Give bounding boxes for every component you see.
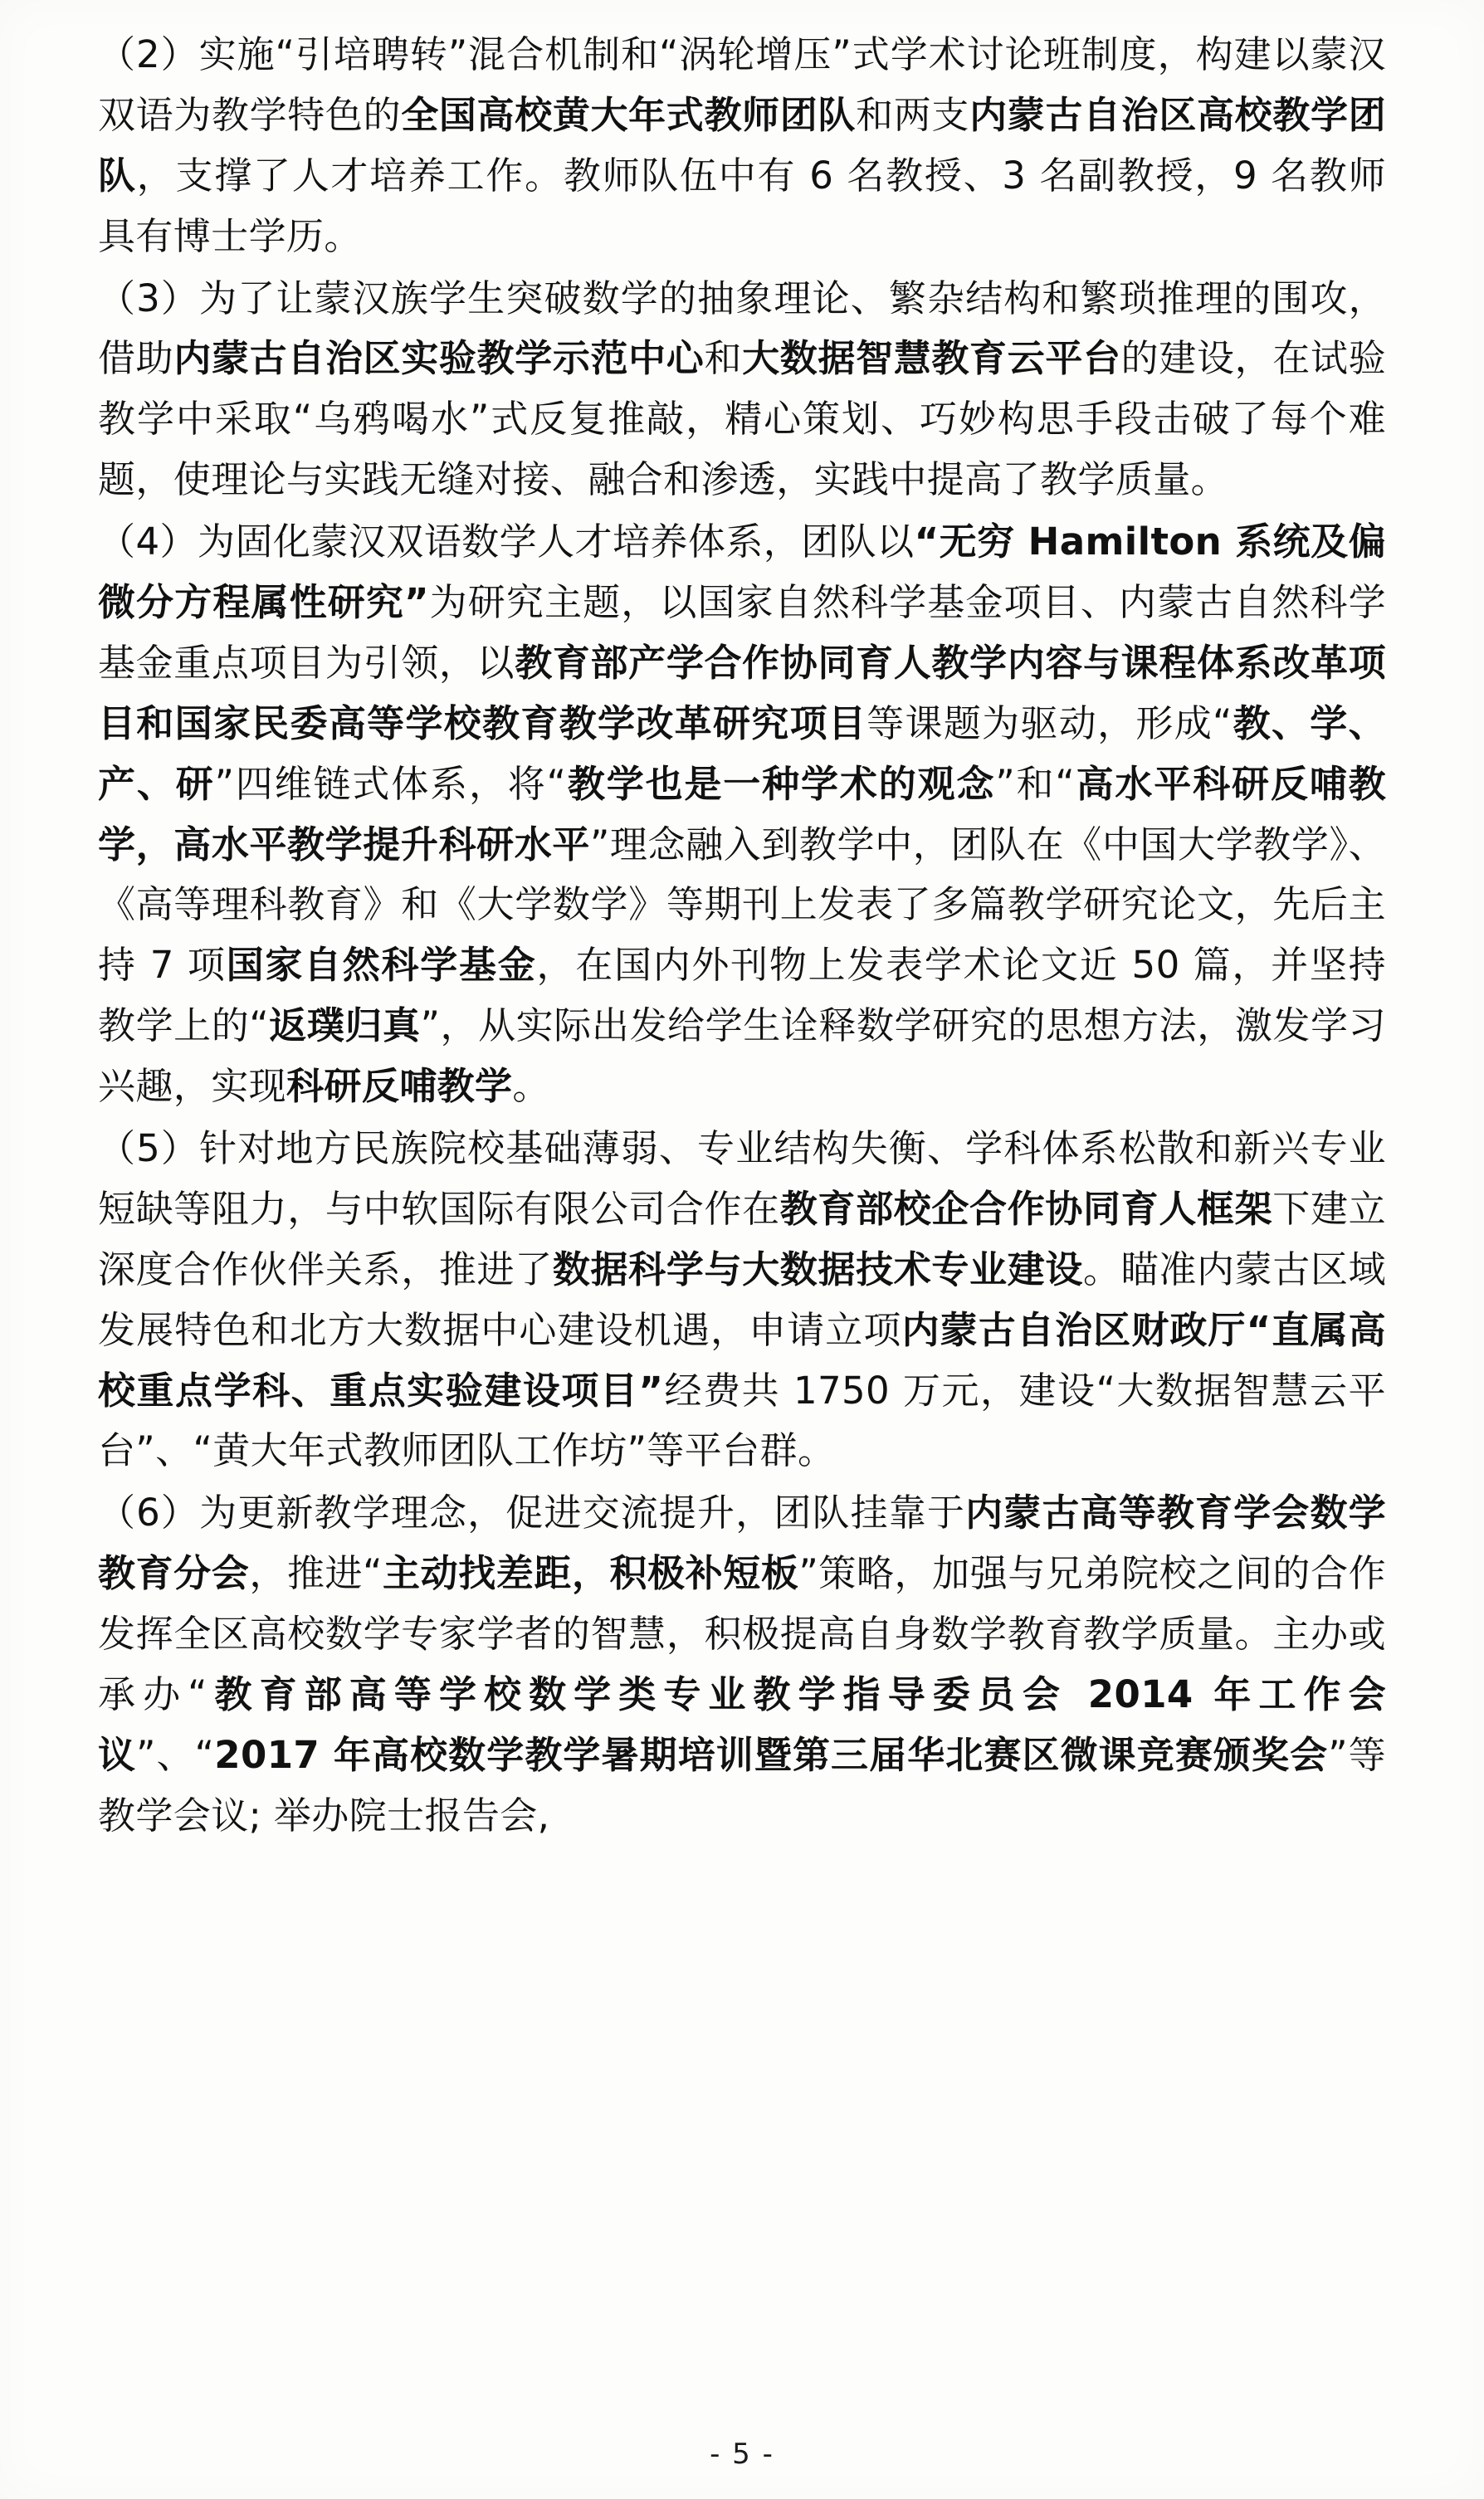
- para-4-run-1: “无穷 Hamilton 系统及偏微分方程属性研究”: [98, 520, 1386, 625]
- para-6-run-1: 内蒙古高等教育学会数学教育分会: [98, 1491, 1386, 1596]
- para-4-run-7: 教学也是一种学术的观念: [566, 761, 996, 806]
- para-6-run-3: 主动找差距，积极补短板: [382, 1551, 799, 1596]
- para-4-run-8: ”和“: [995, 761, 1076, 806]
- para-5-run-3: 数据科学与大数据技术专业建设: [552, 1247, 1084, 1291]
- para-2-run-0: （2）实施“引培聘转”混合机制和“涡轮增压”式学术讨论班制度，构建以蒙汉双语为教学特色的: [98, 32, 1386, 137]
- para-5-run-0: （5）针对地方民族院校基础薄弱、专业结构失衡、学科体系松散和新兴专业短缺等阻力，与中软国际有限公司合作在: [98, 1126, 1386, 1231]
- para-6-run-6: ”、“: [136, 1732, 215, 1777]
- para-6-run-2: ，推进“: [249, 1551, 383, 1596]
- para-3: [98, 269, 1386, 511]
- para-4-run-9: 高水平科研反哺教学，高水平教学提升科研水平: [98, 761, 1387, 866]
- para-3-run-0: （3）为了让蒙汉族学生突破数学的抽象理论、繁杂结构和繁琐推理的围攻，借助: [98, 276, 1386, 381]
- para-3-run-4: 的建设，在试验教学中采取“乌鸦喝水”式反复推敲，精心策划、巧妙构思手段击破了每个难题，使理论与实践无缝对接、融合和渗透，实践中提高了教学质量。: [98, 336, 1386, 502]
- para-5-run-5: 内蒙古自治区财政厅“直属高校重点学科、重点实验建设项目”: [98, 1307, 1386, 1413]
- para-2-run-3: 内蒙古自治区高校教学团队: [98, 92, 1387, 198]
- para-2: [98, 25, 1386, 267]
- para-4: [98, 512, 1386, 1117]
- para-3-run-1: 内蒙古自治区实验教学示范中心: [173, 336, 705, 381]
- para-4-run-5: 教、学、产、研: [98, 700, 1386, 806]
- page-number: - 5 -: [710, 2438, 774, 2471]
- para-2-run-2: 和两支: [856, 92, 970, 137]
- para-6-run-7: 2017 年高校数学教学暑期培训暨第三届华北赛区微课竞赛颁奖会: [214, 1732, 1329, 1777]
- para-3-run-2: 和: [704, 336, 743, 381]
- para-6-run-8: ”等教学会议; 举办院士报告会,: [98, 1732, 1386, 1838]
- para-4-run-15: 科研反哺教学: [286, 1064, 513, 1109]
- para-3-run-3: 大数据智慧教育云平台: [742, 336, 1121, 381]
- para-6-run-5: 教育部高等学校数学类专业教学指导委员会 2014 年工作会议: [98, 1672, 1386, 1777]
- para-4-run-11: 国家自然科学基金: [226, 943, 537, 988]
- para-4-run-6: ”四维链式体系，将“: [214, 761, 567, 806]
- para-5-run-1: 教育部校企合作协同育人框架: [779, 1186, 1273, 1231]
- document-body: [98, 25, 1386, 1847]
- para-5-run-2: 下建立深度合作伙伴关系，推进了: [98, 1186, 1387, 1291]
- para-2-run-1: 全国高校黄大年式教师团队: [401, 92, 857, 137]
- para-4-run-14: ”，从实际出发给学生诠释数学研究的思想方法，激发学习兴趣，实现: [98, 1003, 1386, 1109]
- para-4-run-10: ”理念融入到教学中，团队在《中国大学教学》、《高等理科教育》和《大学数学》等期刊上发表了多篇教学研究论文，先后主持 7 项: [98, 822, 1386, 988]
- para-6-run-4: ”策略，加强与兄弟院校之间的合作发挥全区高校数学专家学者的智慧，积极提高自身数学教育教学质量。主办或承办“: [98, 1551, 1386, 1717]
- para-4-run-12: ，在国内外刊物上发表学术论文近 50 篇，并坚持教学上的“: [98, 943, 1386, 1048]
- para-4-run-4: 等课题为驱动，形成“: [866, 700, 1233, 745]
- para-4-run-2: 为研究主题，以国家自然科学基金项目、内蒙古自然科学基金重点项目为引领，以: [98, 580, 1386, 685]
- para-4-run-3: 教育部产学合作协同育人教学内容与课程体系改革项目和国家民委高等学校教育教学改革研究项目: [98, 640, 1386, 745]
- para-5-run-6: 经费共 1750 万元，建设“大数据智慧云平台”、“黄大年式教师团队工作坊”等平台群。: [98, 1368, 1386, 1473]
- para-4-run-0: （4）为固化蒙汉双语数学人才培养体系，团队以: [98, 520, 915, 564]
- para-4-run-13: 返璞归真: [269, 1003, 421, 1048]
- para-4-run-16: 。: [512, 1064, 550, 1109]
- para-2-run-4: ，支撑了人才培养工作。教师队伍中有 6 名教授、3 名副教授，9 名教师具有博士学历。: [98, 153, 1387, 258]
- para-5-run-4: 。瞄准内蒙古区域发展特色和北方大数据中心建设机遇，申请立项: [98, 1247, 1386, 1352]
- para-5: [98, 1119, 1386, 1481]
- para-6-run-0: （6）为更新教学理念，促进交流提升，团队挂靠于: [98, 1491, 966, 1535]
- para-6: [98, 1483, 1386, 1846]
